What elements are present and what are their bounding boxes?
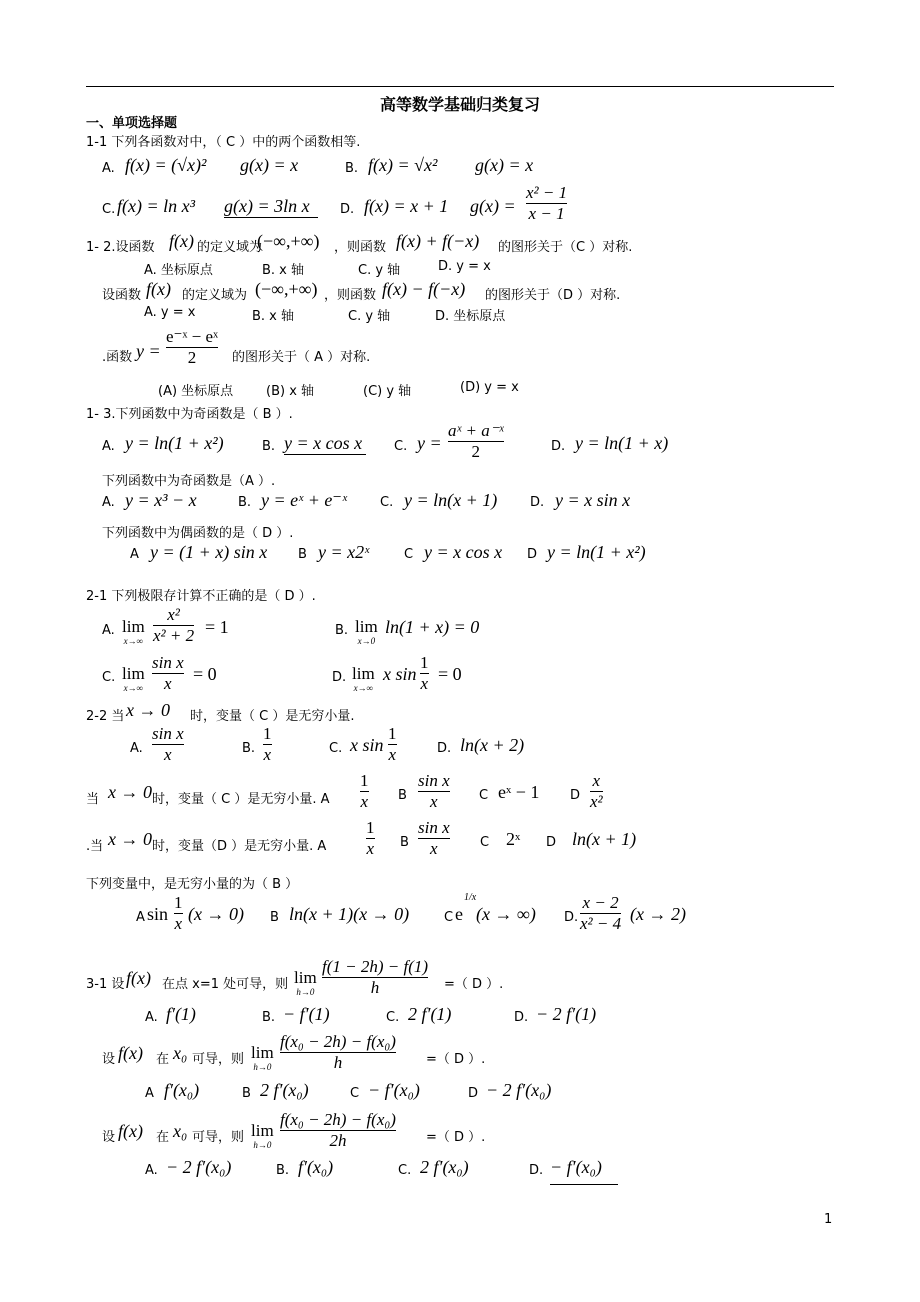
q3-1-o2-d: − 2 f′(x₀) <box>486 1080 552 1100</box>
q2-1-c-fraction <box>152 653 184 694</box>
q3-1-s3-x0: x₀ <box>173 1121 188 1141</box>
q2-2-s3-x: x → 0 <box>108 829 152 849</box>
q1-2-stem3-fraction <box>166 327 218 368</box>
q1-2-stem3-y: y = <box>136 341 161 361</box>
q2-1-d-expr: x sin <box>383 664 417 684</box>
q3-1-s3-a: 设 <box>102 1130 116 1145</box>
q3-1-limit <box>294 969 317 997</box>
q1-3-o2-a: y = x³ − x <box>125 490 197 510</box>
q2-2-a-fraction <box>152 724 184 765</box>
q1-1-b-g: g(x) = x <box>475 155 534 175</box>
lim-sub: x→∞ <box>123 636 144 646</box>
q3-1-o1-a: f′(1) <box>166 1004 196 1024</box>
q2-1-b-expr: ln(1 + x) = 0 <box>385 617 480 637</box>
q1-3-stem: 1- 3.下列函数中为奇函数是（ B ）. <box>86 407 293 422</box>
q2-2-s2-d-num: x <box>592 771 601 790</box>
q3-1-o1-c: 2 f′(1) <box>408 1004 452 1024</box>
q1-3-o1-b-label: B. <box>262 439 276 454</box>
q1-1-b-f: f(x) = √x² <box>368 155 438 175</box>
q1-3-o1-d: y = ln(1 + x) <box>575 433 669 453</box>
q3-1-s3-limit <box>251 1122 274 1150</box>
q1-1-c-f: f(x) = ln x³ <box>117 196 196 216</box>
q2-2-c-label: C. <box>329 741 343 756</box>
q3-1-s2-d: =（ D ）. <box>426 1052 486 1067</box>
q2-2-s4-a-den: x <box>174 914 183 933</box>
lim-word: lim <box>122 664 145 683</box>
q1-3-o3-d: y = ln(1 + x²) <box>547 542 646 562</box>
q2-1-d-fraction <box>420 653 429 694</box>
q2-2-s3-b-num: sin x <box>418 818 450 837</box>
q3-1-o3-b: f′(x₀) <box>298 1157 334 1177</box>
q3-1-o2-b: 2 f′(x₀) <box>260 1080 309 1100</box>
q2-2-s2-b: 时，变量（ C ）是无穷小量. A <box>152 792 330 807</box>
q2-2-s4-a-pre: sin <box>147 904 169 924</box>
q1-1-a-label: A. <box>102 161 115 176</box>
q3-1-o3-d-label: D. <box>529 1163 544 1178</box>
q1-3-o2-c: y = ln(x + 1) <box>404 490 498 510</box>
q3-1-s2-x0: x₀ <box>173 1043 188 1063</box>
q3-1-o2-c: − f′(x₀) <box>368 1080 420 1100</box>
q1-1-d-label: D. <box>340 202 355 217</box>
q1-3-o1-d-label: D. <box>551 439 566 454</box>
q1-1-b-label: B. <box>345 161 359 176</box>
q2-1-c-label: C. <box>102 670 116 685</box>
q1-2-stem3-a: .函数 <box>102 350 133 365</box>
lim-sub: x→∞ <box>353 683 374 693</box>
q3-1-o3-a: − 2 f′(x₀) <box>166 1157 232 1177</box>
q1-1-d-fraction <box>526 183 567 224</box>
q1-3-o2-b: y = eˣ + e⁻ˣ <box>261 490 347 510</box>
q2-2-s4: 下列变量中，是无穷小量的为（ B ） <box>86 877 299 892</box>
q2-2-s4-d-num: x − 2 <box>582 893 619 912</box>
q3-1-s3-den: 2h <box>329 1131 347 1150</box>
q1-1-a-f: f(x) = (√x)² <box>125 155 207 175</box>
q1-3-o1-a: y = ln(1 + x²) <box>125 433 224 453</box>
q2-2-c-num: 1 <box>388 724 397 743</box>
q2-1-c-den: x <box>164 674 172 693</box>
q2-1-d-den: x <box>420 674 429 693</box>
q2-2-s2-d-den: x² <box>590 792 603 811</box>
q3-1-o2-b-label: B <box>242 1086 251 1101</box>
q2-2-c-pre: x sin <box>350 735 384 755</box>
q3-1-s2-den: h <box>333 1053 343 1072</box>
q3-1-o2-a-label: A <box>145 1086 154 1101</box>
q1-2-stem-c: ，则函数 <box>334 240 387 255</box>
q2-2-s4-c-exp: 1/x <box>464 892 477 903</box>
q1-2-stem-b: 的定义域为 <box>197 240 263 255</box>
q3-1-o1-d-label: D. <box>514 1010 529 1025</box>
q2-1-a-limit <box>122 618 145 646</box>
q1-1-stem: 1-1 下列各函数对中，（ C ）中的两个函数相等. <box>86 135 361 150</box>
q1-2-opt-c: C. y 轴 <box>358 263 401 278</box>
q1-3-o1-c-num: aˣ + a⁻ˣ <box>448 421 504 440</box>
q1-2-opt3-a: (A) 坐标原点 <box>158 384 234 399</box>
section-heading: 一、单项选择题 <box>86 116 178 131</box>
q3-1-stem-a: 3-1 设 <box>86 977 125 992</box>
q3-1-o1-b-label: B. <box>262 1010 276 1025</box>
q2-1-a-label: A. <box>102 623 115 638</box>
q2-1-c-num: sin x <box>152 653 184 672</box>
q3-1-o3-b-label: B. <box>276 1163 290 1178</box>
q1-3-o1-c-den: 2 <box>471 442 481 461</box>
q3-1-stem-b: 在点 x=1 处可导，则 <box>162 977 289 992</box>
q3-1-o1-c-label: C. <box>386 1010 400 1025</box>
q2-2-s3-b: 时，变量（D ）是无穷小量. A <box>152 839 327 854</box>
q2-2-s2-c-label: C <box>479 788 489 803</box>
q3-1-s3-fraction <box>280 1110 396 1151</box>
q1-1-c-g: g(x) = 3ln x <box>224 196 318 218</box>
q1-2-opt-a: A. 坐标原点 <box>144 263 213 278</box>
q2-2-s2-d-label: D <box>570 788 581 803</box>
q3-1-o1-d: − 2 f′(1) <box>536 1004 597 1024</box>
q3-1-o3-a-label: A. <box>145 1163 158 1178</box>
q1-3-o3-b-label: B <box>298 547 307 562</box>
q2-2-s2-b-fraction <box>418 771 450 812</box>
q1-2-opt3-d: (D) y = x <box>460 380 519 395</box>
q2-2-stem-a: 2-2 当 <box>86 709 125 724</box>
lim-word: lim <box>251 1043 274 1062</box>
q1-3-o2-a-label: A. <box>102 495 115 510</box>
q2-2-s2-d-fraction <box>590 771 603 812</box>
q1-2-opt3-b: (B) x 轴 <box>266 384 315 399</box>
q1-3-stem2: 下列函数中为奇函数是（A ）. <box>102 474 276 489</box>
lim-sub: h→0 <box>253 1062 272 1072</box>
q1-2-stem2-fx: f(x) <box>146 279 171 299</box>
q2-2-s4-b: ln(x + 1)(x → 0) <box>289 904 410 924</box>
q1-2-opt2-a: A. y = x <box>144 305 196 320</box>
q2-2-s2-a: 当 <box>86 792 100 807</box>
q3-1-s3-d: =（ D ）. <box>426 1130 486 1145</box>
q2-2-b-den: x <box>263 745 272 764</box>
q1-3-o1-b: y = x cos x <box>284 433 366 455</box>
q2-2-s2-a-den: x <box>360 792 369 811</box>
q1-1-d-den: x − 1 <box>528 204 565 223</box>
q1-3-o1-c-y: y = <box>417 433 442 453</box>
q1-2-opt-d: D. y = x <box>438 259 491 274</box>
q1-2-opt2-d: D. 坐标原点 <box>435 309 506 324</box>
q2-2-s3-b-fraction <box>418 818 450 859</box>
q1-2-stem2-c: ，则函数 <box>324 288 377 303</box>
lim-word: lim <box>251 1121 274 1140</box>
q3-1-s3-fx: f(x) <box>118 1121 143 1141</box>
q2-2-s3-a: .当 <box>86 839 104 854</box>
q2-1-d-rhs: = 0 <box>438 664 462 684</box>
q3-1-o1-a-label: A. <box>145 1010 158 1025</box>
q1-3-o3-b: y = x2ˣ <box>318 542 370 562</box>
q2-2-b-fraction <box>263 724 272 765</box>
q3-1-s2-fx: f(x) <box>118 1043 143 1063</box>
q2-2-s4-d-post: (x → 2) <box>630 904 686 924</box>
q2-2-s2-a-num: 1 <box>360 771 369 790</box>
q2-2-s3-c-label: C <box>480 835 490 850</box>
q1-3-o3-c-label: C <box>404 547 414 562</box>
q2-2-s3-a-fraction <box>366 818 375 859</box>
q2-2-d-expr: ln(x + 2) <box>460 735 525 755</box>
q1-2-stem-expr: f(x) + f(−x) <box>396 231 480 251</box>
lim-sub: h→0 <box>296 987 315 997</box>
q2-2-s4-b-label: B <box>270 910 279 925</box>
q2-2-s4-c: e <box>455 904 463 924</box>
q3-1-stem-c: =（ D ）. <box>444 977 504 992</box>
q1-2-opt2-c: C. y 轴 <box>348 309 391 324</box>
q3-1-s2-c: 可导，则 <box>192 1052 245 1067</box>
q1-2-stem2-a: 设函数 <box>102 288 142 303</box>
q1-3-o1-c-label: C. <box>394 439 408 454</box>
q1-3-o3-a-label: A <box>130 547 139 562</box>
q3-1-o2-d-label: D <box>468 1086 479 1101</box>
q3-1-den: h <box>370 978 380 997</box>
q2-2-b-label: B. <box>242 741 256 756</box>
q3-1-s3-c: 可导，则 <box>192 1130 245 1145</box>
q2-1-c-limit <box>122 665 145 693</box>
q1-3-o2-d: y = x sin x <box>555 490 631 510</box>
q1-3-o1-a-label: A. <box>102 439 115 454</box>
q1-3-stem3: 下列函数中为偶函数的是（ D ）. <box>102 526 294 541</box>
q2-2-s4-d-den: x² − 4 <box>580 914 622 933</box>
page-number: 1 <box>824 1212 833 1227</box>
q2-1-c-rhs: = 0 <box>193 664 217 684</box>
q1-2-opt2-b: B. x 轴 <box>252 309 295 324</box>
q2-2-stem-x: x → 0 <box>126 700 170 720</box>
q2-2-a-num: sin x <box>152 724 184 743</box>
q3-1-o2-c-label: C <box>350 1086 360 1101</box>
lim-sub: x→0 <box>357 636 376 646</box>
q2-1-d-limit <box>352 665 375 693</box>
q2-1-a-fraction <box>153 605 194 646</box>
q2-2-s4-a-post: (x → 0) <box>188 904 244 924</box>
header-rule <box>86 86 834 87</box>
q2-2-s3-b-den: x <box>430 839 438 858</box>
q2-2-s3-c: 2ˣ <box>506 829 521 849</box>
lim-word: lim <box>122 617 145 636</box>
q2-1-a-num: x² <box>167 605 180 624</box>
lim-word: lim <box>294 968 317 987</box>
q3-1-s2-fraction <box>280 1032 396 1073</box>
q2-2-s2-x: x → 0 <box>108 782 152 802</box>
q2-2-c-den: x <box>388 745 397 764</box>
q2-2-s2-c: eˣ − 1 <box>498 782 540 802</box>
q2-1-d-num: 1 <box>420 653 429 672</box>
q1-2-stem2-d: 的图形关于（D ）对称. <box>485 288 621 303</box>
q1-1-c-label: C. <box>102 202 116 217</box>
q2-2-d-label: D. <box>437 741 452 756</box>
q2-2-s3-a-num: 1 <box>366 818 375 837</box>
q1-2-stem-dom: (−∞,+∞) <box>257 231 320 251</box>
q1-2-stem3-den: 2 <box>187 348 197 367</box>
q1-3-o3-a: y = (1 + x) sin x <box>150 542 268 562</box>
q2-2-s2-b-num: sin x <box>418 771 450 790</box>
q3-1-s2-limit <box>251 1044 274 1072</box>
q2-2-s2-a-fraction <box>360 771 369 812</box>
q2-2-s4-d-label: D. <box>564 910 579 925</box>
q2-1-d-label: D. <box>332 670 347 685</box>
q3-1-s3-num: f(x₀ − 2h) − f(x₀) <box>280 1110 396 1129</box>
q3-1-o3-c-label: C. <box>398 1163 412 1178</box>
q3-1-o3-d: − f′(x₀) <box>550 1157 618 1185</box>
q3-1-fraction <box>322 957 428 998</box>
q2-2-s2-b-label: B <box>398 788 407 803</box>
q1-3-o3-c: y = x cos x <box>424 542 503 562</box>
q1-3-o1-c-fraction <box>448 421 504 462</box>
q3-1-num: f(1 − 2h) − f(1) <box>322 957 429 976</box>
q1-2-opt-b: B. x 轴 <box>262 263 305 278</box>
q2-2-s4-a-fraction <box>174 893 183 934</box>
q1-1-d-g: g(x) = <box>470 196 516 216</box>
q1-2-stem2-dom: (−∞,+∞) <box>255 279 318 299</box>
q1-2-stem-a: 1- 2.设函数 <box>86 240 155 255</box>
q2-1-stem: 2-1 下列极限存计算不正确的是（ D ）. <box>86 589 316 604</box>
q1-1-a-g: g(x) = x <box>240 155 299 175</box>
q1-2-stem-d: 的图形关于（C ）对称. <box>498 240 633 255</box>
q2-1-b-limit <box>355 618 378 646</box>
q2-2-s4-c-label: C <box>444 910 454 925</box>
q2-2-s2-b-den: x <box>430 792 438 811</box>
q2-2-s3-b-label: B <box>400 835 409 850</box>
q3-1-s2-b: 在 <box>156 1052 170 1067</box>
q1-2-stem3-b: 的图形关于（ A ）对称. <box>232 350 371 365</box>
lim-sub: h→0 <box>253 1140 272 1150</box>
q3-1-o1-b: − f′(1) <box>283 1004 330 1024</box>
q3-1-s2-num: f(x₀ − 2h) − f(x₀) <box>280 1032 396 1051</box>
lim-sub: x→∞ <box>123 683 144 693</box>
q2-2-a-den: x <box>164 745 172 764</box>
q2-2-c-fraction <box>388 724 397 765</box>
q1-2-stem-fx: f(x) <box>169 231 194 251</box>
q1-1-d-f: f(x) = x + 1 <box>364 196 449 216</box>
lim-word: lim <box>355 617 378 636</box>
q3-1-s3-b: 在 <box>156 1130 170 1145</box>
q1-1-d-num: x² − 1 <box>526 183 568 202</box>
q1-3-o2-b-label: B. <box>238 495 252 510</box>
q1-2-stem2-expr: f(x) − f(−x) <box>382 279 466 299</box>
q1-2-stem2-b: 的定义域为 <box>182 288 248 303</box>
q2-1-a-rhs: = 1 <box>205 617 229 637</box>
q2-2-s3-d: ln(x + 1) <box>572 829 637 849</box>
q1-2-stem3-num: e⁻ˣ − eˣ <box>166 327 218 346</box>
q3-1-s2-a: 设 <box>102 1052 116 1067</box>
page-title: 高等数学基础归类复习 <box>379 95 540 114</box>
q3-1-o2-a: f′(x₀) <box>164 1080 200 1100</box>
q2-1-a-den: x² + 2 <box>153 626 195 645</box>
q2-1-b-label: B. <box>335 623 349 638</box>
q2-2-s4-d-fraction <box>580 893 621 934</box>
q2-2-s3-a-den: x <box>366 839 375 858</box>
q2-2-a-label: A. <box>130 741 143 756</box>
q1-2-opt3-c: (C) y 轴 <box>363 384 412 399</box>
q2-2-s3-d-label: D <box>546 835 557 850</box>
q2-2-s4-a-label: A <box>136 910 145 925</box>
q2-2-s4-c-post: (x → ∞) <box>476 904 536 924</box>
q3-1-stem-fx: f(x) <box>126 968 151 988</box>
lim-word: lim <box>352 664 375 683</box>
q1-3-o2-d-label: D. <box>530 495 545 510</box>
q2-2-s4-a-num: 1 <box>174 893 183 912</box>
q1-3-o2-c-label: C. <box>380 495 394 510</box>
q2-2-stem-b: 时，变量（ C ）是无穷小量. <box>190 709 355 724</box>
q1-3-o3-d-label: D <box>527 547 538 562</box>
q3-1-o3-c: 2 f′(x₀) <box>420 1157 469 1177</box>
q2-2-b-num: 1 <box>263 724 272 743</box>
